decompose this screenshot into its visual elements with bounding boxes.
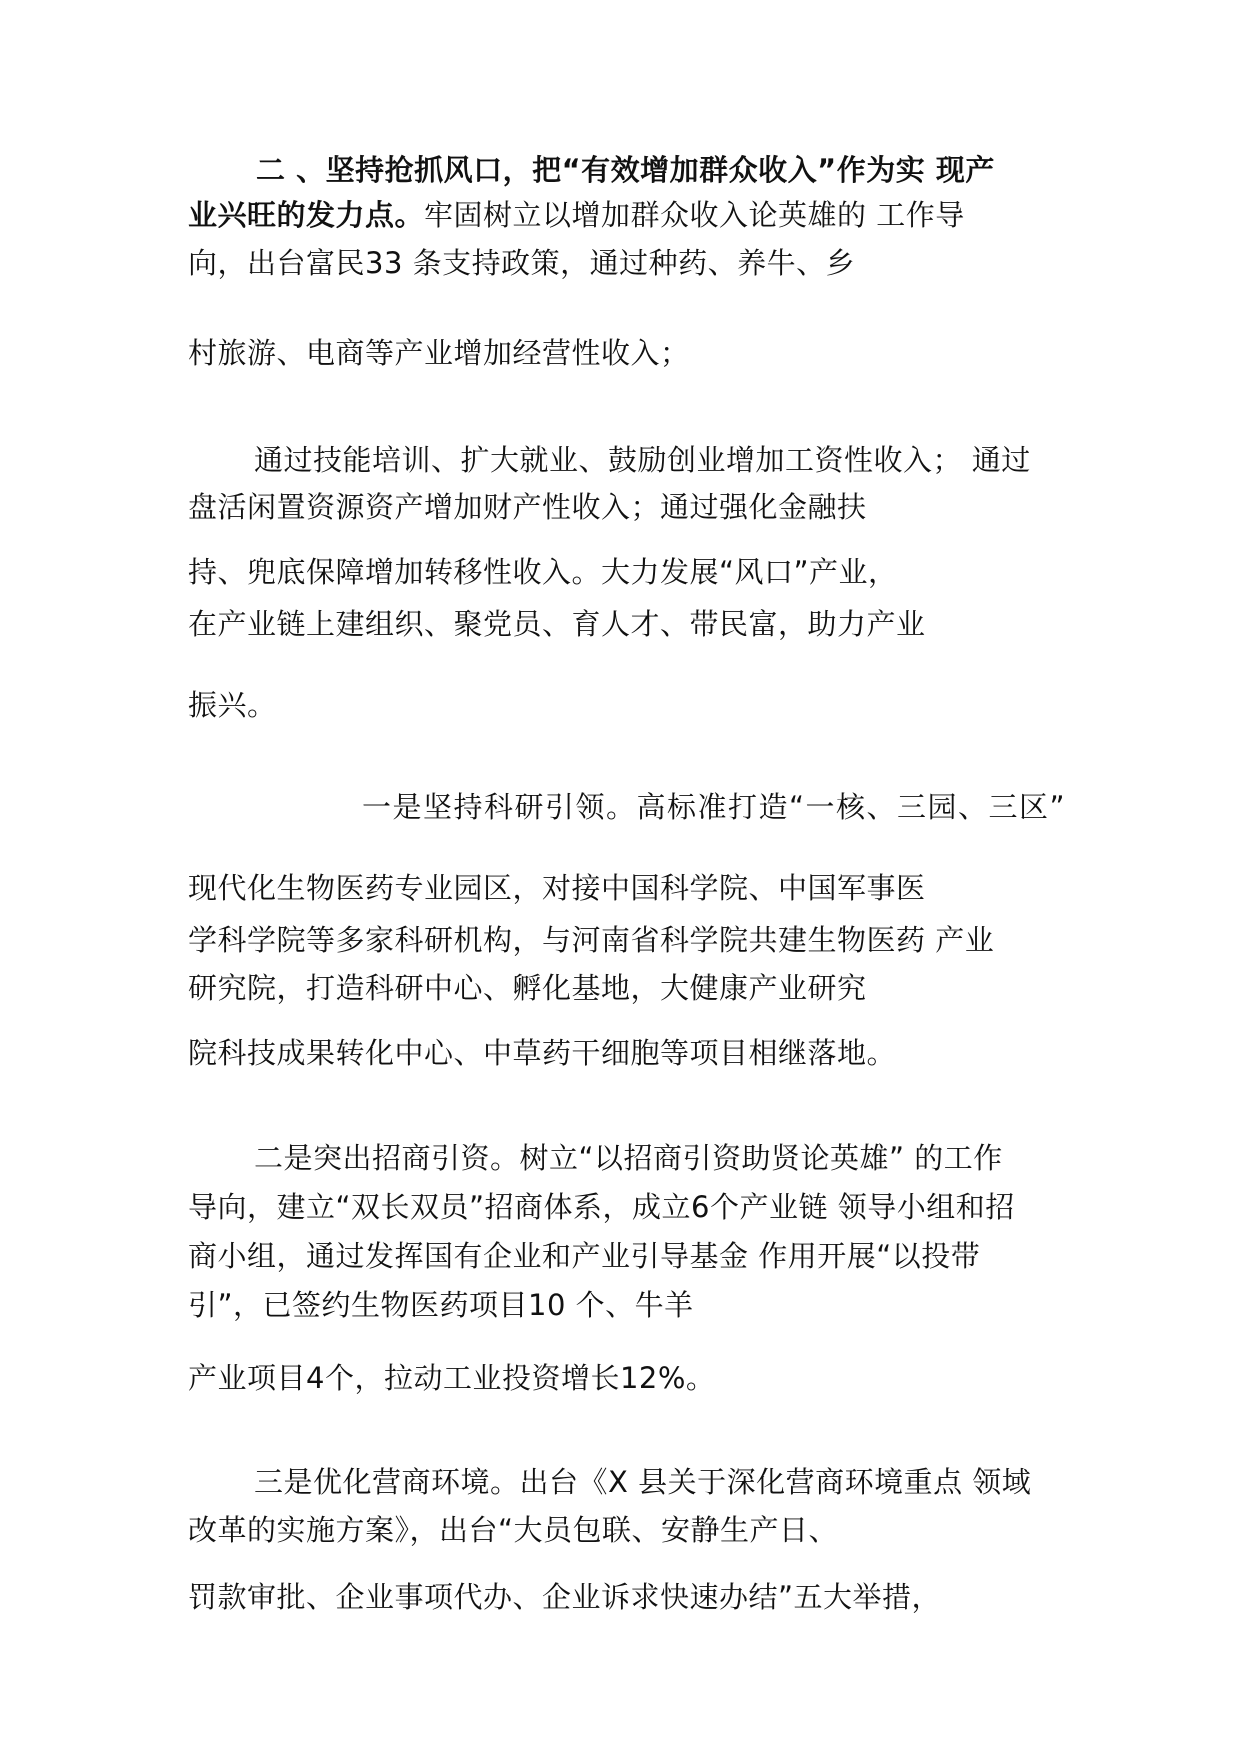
paragraph-line: 一是坚持科研引领。高标准打造“一核、三园、三区” <box>362 790 1067 824</box>
paragraph-line: 盘活闲置资源资产增加财产性收入；通过强化金融扶 <box>188 490 867 524</box>
paragraph-line: 产业项目4个，拉动工业投资增长12%。 <box>188 1361 716 1395</box>
paragraph-line: 通过技能培训、扩大就业、鼓励创业增加工资性收入； 通过 <box>254 443 1031 477</box>
paragraph-line: 三是优化营商环境。出台《X 县关于深化营商环境重点 领域 <box>254 1465 1032 1499</box>
paragraph-line: 改革的实施方案》，出台“大员包联、安静生产日、 <box>188 1513 839 1547</box>
paragraph-line: 现代化生物医药专业园区，对接中国科学院、中国军事医 <box>188 871 926 905</box>
paragraph-line: 在产业链上建组织、聚党员、育人才、带民富，助力产业 <box>188 607 926 641</box>
paragraph-line: 振兴。 <box>188 688 277 722</box>
section-heading-end: 业兴旺的发力点。 <box>188 198 425 232</box>
paragraph-line: 罚款审批、企业事项代办、企业诉求快速办结”五大举措， <box>188 1580 942 1614</box>
section-heading: 二 、坚持抢抓风口，把“有效增加群众收入”作为实 现产 <box>256 153 995 187</box>
paragraph-line <box>188 195 965 235</box>
paragraph-line: 村旅游、电商等产业增加经营性收入； <box>188 336 690 370</box>
paragraph-line: 引”，已签约生物医药项目10 个、牛羊 <box>188 1288 694 1322</box>
paragraph-line: 持、兜底保障增加转移性收入。大力发展“风口”产业， <box>188 555 898 589</box>
paragraph-line: 研究院，打造科研中心、孵化基地，大健康产业研究 <box>188 971 867 1005</box>
paragraph-text: 牢固树立以增加群众收入论英雄的 工作导 <box>424 198 965 232</box>
paragraph-line: 二是突出招商引资。树立“以招商引资助贤论英雄” 的工作 <box>254 1141 1003 1175</box>
paragraph-line: 学科学院等多家科研机构，与河南省科学院共建生物医药 产业 <box>188 923 995 957</box>
paragraph-line: 导向，建立“双长双员”招商体系，成立6个产业链 领导小组和招 <box>188 1190 1015 1224</box>
paragraph-line: 商小组，通过发挥国有企业和产业引导基金 作用开展“以投带 <box>188 1239 981 1273</box>
paragraph-line: 向，出台富民33 条支持政策，通过种药、养牛、乡 <box>188 246 856 280</box>
paragraph-line: 院科技成果转化中心、中草药干细胞等项目相继落地。 <box>188 1036 897 1070</box>
